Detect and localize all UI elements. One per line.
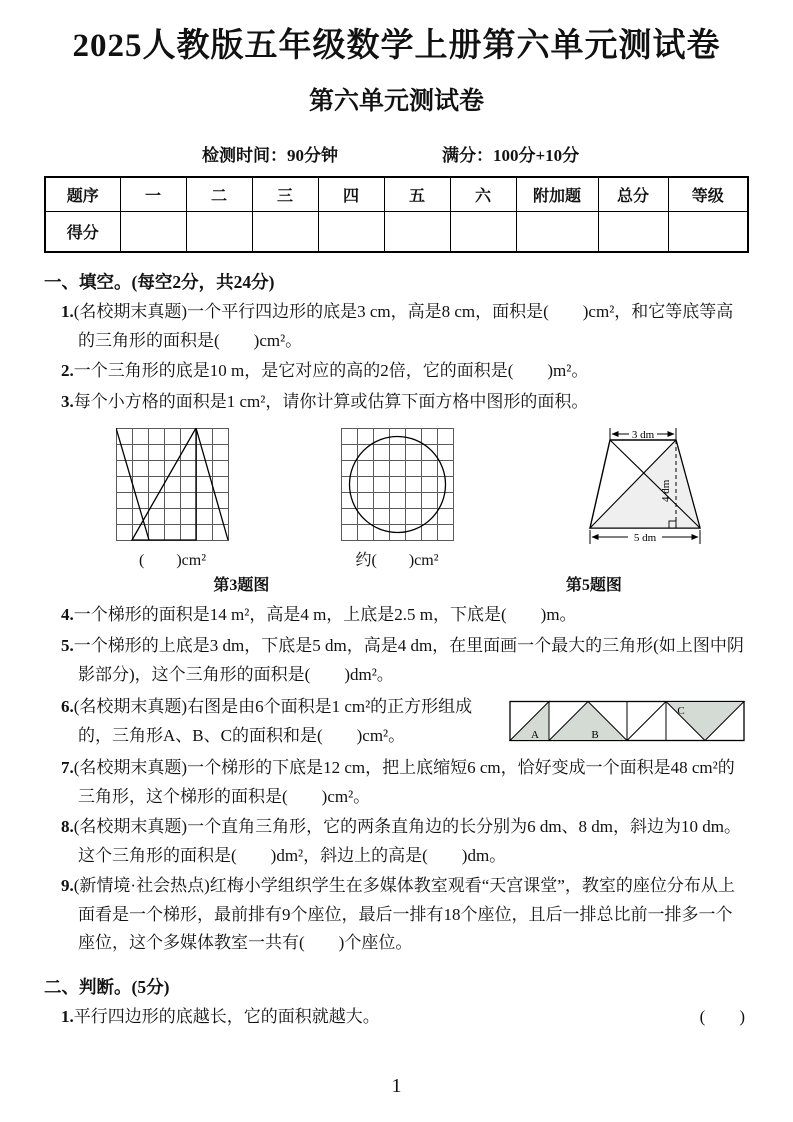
score-table (44, 176, 749, 253)
score-cell (516, 212, 598, 253)
exam-full-score: 满分：100分+10分 (442, 146, 580, 166)
judgment-answer-blank: ( ) (699, 1007, 745, 1026)
judgment-question-1 (44, 1003, 749, 1032)
question-number: 8. (61, 817, 74, 837)
triangle-a-label: A (531, 728, 539, 741)
question-number: 6. (61, 697, 74, 717)
trapezoid-figure (565, 428, 735, 550)
score-table-header: 三 (252, 177, 318, 212)
score-cell (318, 212, 384, 253)
question-number: 2. (61, 361, 74, 381)
triangle-b-label: B (591, 728, 599, 741)
section2-heading: 二、判断。(5分) (44, 977, 170, 997)
triangle-c-label: C (677, 704, 685, 717)
question-text: 一个梯形的上底是3 dm，下底是5 dm，高是4 dm，在里面画一个最大的三角形(如上图中阴影部分)，这个三角形的面积是( )dm²。 (73, 635, 744, 684)
score-table-header: 五 (384, 177, 450, 212)
caption-question3: 第3题图 (213, 577, 270, 595)
question-4 (44, 601, 749, 630)
question-text: 一个三角形的底是10 m，是它对应的高的2倍，它的面积是( )m²。 (73, 361, 589, 381)
score-cell (186, 212, 252, 253)
page-number: 1 (391, 1075, 402, 1097)
score-table-score-row (45, 212, 748, 253)
document-title: 2025人教版五年级数学上册第六单元测试卷 (72, 28, 721, 64)
score-table-header: 二 (186, 177, 252, 212)
question-3-5-figures (44, 418, 749, 570)
question-number: 1. (61, 302, 74, 322)
circle-overlay (341, 428, 454, 541)
question-3 (44, 388, 749, 417)
question-text: 每个小方格的面积是1 cm²，请你计算或估算下面方格中图形的面积。 (73, 391, 589, 411)
score-cell (252, 212, 318, 253)
grid-triangle-figure (116, 428, 229, 541)
score-table-header: 等级 (668, 177, 748, 212)
triangle-b-shape (549, 701, 627, 740)
question-text: (新情境·社会热点)红梅小学组织学生在多媒体教室观看“天宫课堂”，教室的座位分布从上面看是一个梯形，最前排有9个座位，最后一排有18个座位，且后一排总比前一排多一个座位，这个多媒体教室一共有( )个座位。 (73, 876, 735, 953)
score-cell (598, 212, 668, 253)
question-8 (44, 813, 749, 870)
question-5 (44, 632, 749, 689)
question-text: (名校期末真题)一个梯形的下底是12 cm，把上底缩短6 cm，恰好变成一个面积是48 cm²的三角形，这个梯形的面积是( )cm²。 (73, 758, 735, 806)
score-table-header: 六 (450, 177, 516, 212)
score-table-header: 附加题 (516, 177, 598, 212)
triangle-a-shape (510, 701, 549, 740)
score-cell (384, 212, 450, 253)
exam-meta (202, 141, 749, 166)
grid-shapes-overlay (116, 428, 229, 541)
document-subtitle: 第六单元测试卷 (308, 88, 484, 116)
question-number: 5. (61, 635, 74, 655)
trapezoid-figure-column (565, 428, 735, 550)
score-table-header-row (45, 177, 748, 212)
section1-heading: 一、填空。(每空2分，共24分) (44, 272, 275, 293)
grid-triangle-figure-column (116, 428, 229, 570)
question-number: 4. (61, 605, 74, 625)
question-6-row (44, 691, 749, 752)
question-number: 7. (61, 758, 74, 778)
trapezoid-bottom-label: 5 dm (633, 532, 657, 545)
question-number: 9. (61, 876, 74, 896)
question-text: (名校期末真题)右图是由6个面积是1 cm²的正方形组成的，三角形A、B、C的面积和是( )cm²。 (73, 697, 473, 745)
question-1 (44, 298, 749, 355)
question-number: 3. (61, 391, 74, 411)
caption-question5: 第5题图 (565, 577, 622, 595)
trapezoid-height-label: 4 dm (660, 480, 672, 503)
exam-time: 检测时间：90分钟 (202, 146, 338, 166)
question-number: 1. (61, 1007, 74, 1026)
judgment-text-wrap (61, 1003, 380, 1032)
score-cell (120, 212, 186, 253)
score-table-header: 题序 (45, 177, 120, 212)
figure-captions (44, 572, 749, 595)
figure-answer-blank: ( )cm² (138, 552, 206, 570)
question-text: (名校期末真题)一个平行四边形的底是3 cm，高是8 cm，面积是( )cm²，和它等底等高的三角形的面积是( )cm²。 (73, 302, 734, 350)
score-table-header: 一 (120, 177, 186, 212)
question-text: 平行四边形的底越长，它的面积就越大。 (73, 1007, 380, 1026)
score-cell (450, 212, 516, 253)
trapezoid-top-label: 3 dm (631, 429, 655, 442)
question-7 (44, 754, 749, 811)
score-table-header: 总分 (598, 177, 668, 212)
six-squares-figure (509, 699, 749, 745)
question-text: 一个梯形的面积是14 m²，高是4 m，上底是2.5 m，下底是( )m。 (73, 605, 577, 625)
question-9 (44, 872, 749, 958)
score-row-label: 得分 (45, 212, 120, 253)
score-table-header: 四 (318, 177, 384, 212)
grid-circle-figure-column (341, 428, 454, 570)
figure-answer-blank: 约( )cm² (355, 552, 439, 570)
question-text: (名校期末真题)一个直角三角形，它的两条直角边的长分别为6 dm、8 dm，斜边为10 dm。这个三角形的面积是( )dm²，斜边上的高是( )dm。 (73, 817, 741, 865)
question-6 (44, 693, 497, 750)
grid-circle-figure (341, 428, 454, 541)
score-cell (668, 212, 748, 253)
question-2 (44, 357, 749, 386)
